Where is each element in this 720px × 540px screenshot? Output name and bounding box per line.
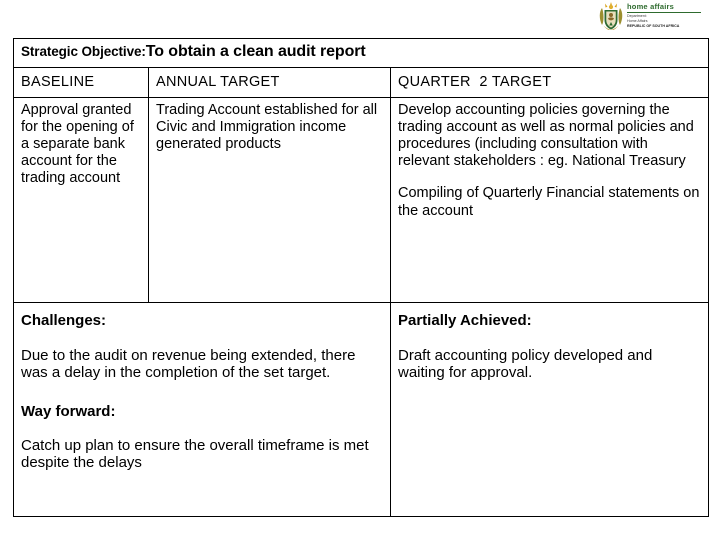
cell-annual-target-value [149, 97, 391, 302]
logo-divider [627, 12, 701, 13]
table-row-body [14, 97, 709, 302]
strategic-objective-cell [14, 39, 709, 68]
strategic-objective-table [13, 38, 709, 517]
way-forward-heading: Way forward: [21, 403, 116, 421]
status-text: Draft accounting policy developed and waiting for approval. [398, 346, 653, 382]
annual-target-text: Trading Account established for all Civic and Immigration income generated products [156, 101, 378, 153]
logo-title: home affairs [627, 2, 674, 11]
cell-status [391, 302, 709, 516]
logo-subtitle-name: Home Affairs [627, 18, 648, 23]
strategic-objective-label: Strategic Objective: [21, 44, 146, 59]
table-row-notes [14, 302, 709, 516]
table-row-objective [14, 39, 709, 68]
way-forward-text: Catch up plan to ensure the overall timeframe is met despite the delays [21, 436, 369, 472]
strategic-objective-value: To obtain a clean audit report [145, 43, 366, 60]
column-header-baseline: BASELINE [14, 67, 149, 97]
column-header-annual-target: ANNUAL TARGET [149, 67, 391, 97]
table-row-headers [14, 67, 709, 97]
quarter-target-text-1: Develop accounting policies governing the trading account as well as normal policies and procedures (including consultation with relevant stakeholders : eg. National Treasury [398, 101, 694, 170]
baseline-text: Approval granted for the opening of a separate bank account for the trading account [21, 101, 134, 187]
challenges-heading: Challenges: [21, 311, 107, 329]
status-heading: Partially Achieved: [398, 311, 532, 329]
south-african-coat-of-arms-icon [598, 2, 624, 30]
challenges-text: Due to the audit on revenue being extended, there was a delay in the completion of the set target. [21, 346, 356, 382]
logo-subtitle-republic: REPUBLIC OF SOUTH AFRICA [627, 23, 680, 28]
column-header-quarter-target: QUARTER 2 TARGET [391, 67, 709, 97]
logo-subtitle-department: Department: [627, 14, 647, 18]
cell-challenges [14, 302, 391, 516]
home-affairs-logo [598, 2, 710, 32]
quarter-target-text-2: Compiling of Quarterly Financial statements on the account [398, 185, 700, 219]
cell-baseline-value [14, 97, 149, 302]
cell-quarter-target-value [391, 97, 709, 302]
